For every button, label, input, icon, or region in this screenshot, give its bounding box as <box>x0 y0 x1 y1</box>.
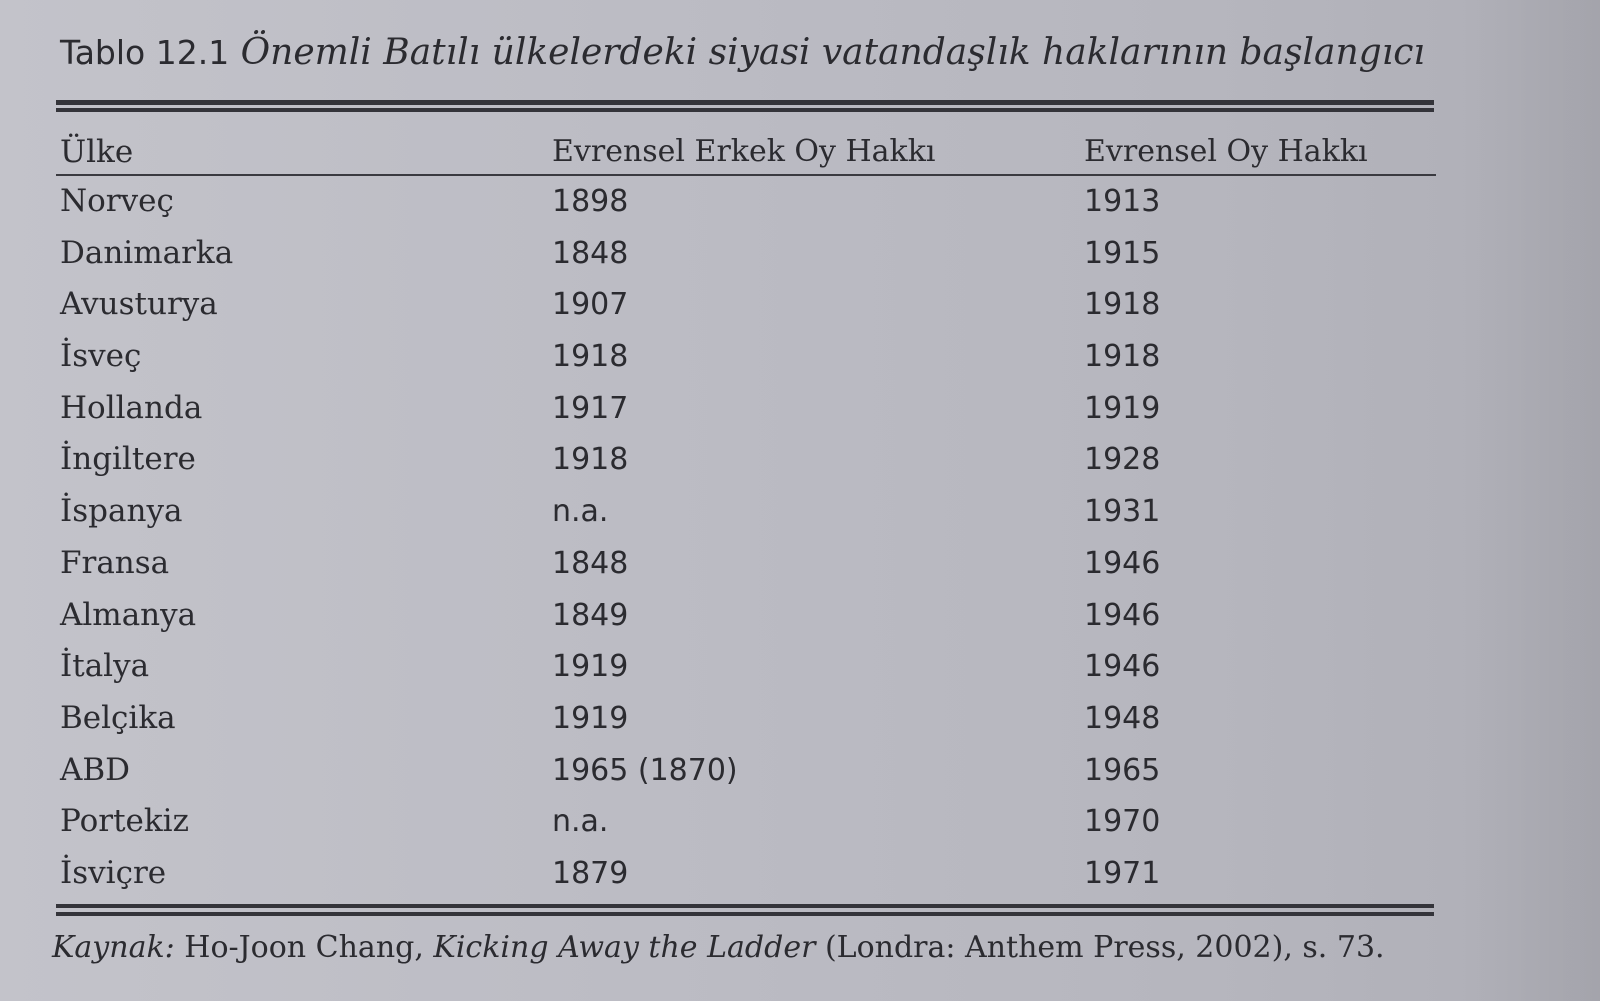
cell-male-suffrage: 1907 <box>552 287 629 323</box>
cell-universal-suffrage: 1928 <box>1084 442 1161 478</box>
table-row <box>56 796 1436 848</box>
table-row <box>56 590 1436 642</box>
source-label: Kaynak: <box>52 929 175 965</box>
cell-country: İtalya <box>60 648 150 685</box>
cell-country: ABD <box>60 751 131 788</box>
cell-universal-suffrage: 1946 <box>1084 597 1161 633</box>
table-row <box>56 848 1436 900</box>
header-male-suffrage: Evrensel Erkek Oy Hakkı <box>552 134 936 169</box>
cell-male-suffrage: 1918 <box>552 339 629 375</box>
cell-universal-suffrage: 1946 <box>1084 649 1161 685</box>
table-row <box>56 538 1436 590</box>
header-universal-suffrage: Evrensel Oy Hakkı <box>1084 134 1368 169</box>
cell-country: İspanya <box>60 493 183 530</box>
cell-country: İngiltere <box>60 441 196 478</box>
cell-country: İsveç <box>60 338 142 375</box>
cell-universal-suffrage: 1918 <box>1084 339 1161 375</box>
cell-male-suffrage: 1849 <box>552 597 629 633</box>
cell-universal-suffrage: 1919 <box>1084 390 1161 426</box>
bottom-double-rule <box>56 904 1434 916</box>
cell-country: İsviçre <box>60 854 167 891</box>
table-row <box>56 279 1436 331</box>
table-row <box>56 745 1436 797</box>
cell-country: Norveç <box>60 183 174 219</box>
cell-universal-suffrage: 1948 <box>1084 700 1161 736</box>
source-author: Ho-Joon Chang, <box>174 929 434 965</box>
table-row <box>56 434 1436 486</box>
table-body <box>56 176 1436 900</box>
cell-universal-suffrage: 1931 <box>1084 494 1161 530</box>
cell-male-suffrage: 1919 <box>552 700 629 736</box>
table-row <box>56 228 1436 280</box>
source-publication: (Londra: Anthem Press, 2002), s. 73. <box>815 929 1385 965</box>
cell-country: Danimarka <box>60 234 234 271</box>
table-caption <box>60 28 1436 78</box>
header-country: Ülke <box>60 134 134 170</box>
cell-universal-suffrage: 1946 <box>1084 545 1161 581</box>
cell-universal-suffrage: 1913 <box>1084 184 1161 219</box>
cell-male-suffrage: 1917 <box>552 390 629 426</box>
cell-male-suffrage: 1879 <box>552 855 629 891</box>
cell-universal-suffrage: 1965 <box>1084 752 1161 788</box>
source-note <box>52 930 1436 965</box>
table-row <box>56 383 1436 435</box>
table-row <box>56 331 1436 383</box>
cell-country: Portekiz <box>60 803 189 840</box>
cell-male-suffrage: 1919 <box>552 649 629 685</box>
table-row <box>56 693 1436 745</box>
top-double-rule <box>56 100 1434 112</box>
table-row <box>56 176 1436 228</box>
table-row <box>56 486 1436 538</box>
source-book-title: Kicking Away the Ladder <box>433 929 816 965</box>
cell-male-suffrage: n.a. <box>552 804 609 840</box>
cell-male-suffrage: 1918 <box>552 442 629 478</box>
cell-universal-suffrage: 1915 <box>1084 235 1161 271</box>
cell-country: Almanya <box>60 596 197 633</box>
cell-male-suffrage: 1898 <box>552 184 629 219</box>
table-figure <box>52 28 1436 965</box>
cell-universal-suffrage: 1918 <box>1084 287 1161 323</box>
cell-country: Avusturya <box>60 286 218 323</box>
cell-universal-suffrage: 1970 <box>1084 804 1161 840</box>
cell-country: Belçika <box>60 699 176 736</box>
cell-male-suffrage: 1965 (1870) <box>552 752 738 788</box>
cell-universal-suffrage: 1971 <box>1084 855 1161 891</box>
cell-country: Hollanda <box>60 389 203 426</box>
table-title: Önemli Batılı ülkelerdeki siyasi vatandaşlık haklarının başlangıcı <box>240 32 1425 73</box>
cell-country: Fransa <box>60 544 170 581</box>
cell-male-suffrage: 1848 <box>552 545 629 581</box>
table-number: Tablo 12.1 <box>60 33 230 72</box>
table-row <box>56 641 1436 693</box>
cell-male-suffrage: n.a. <box>552 494 609 530</box>
table-header-row <box>56 130 1436 176</box>
cell-male-suffrage: 1848 <box>552 235 629 271</box>
page-edge-shadow <box>1460 0 1600 1001</box>
